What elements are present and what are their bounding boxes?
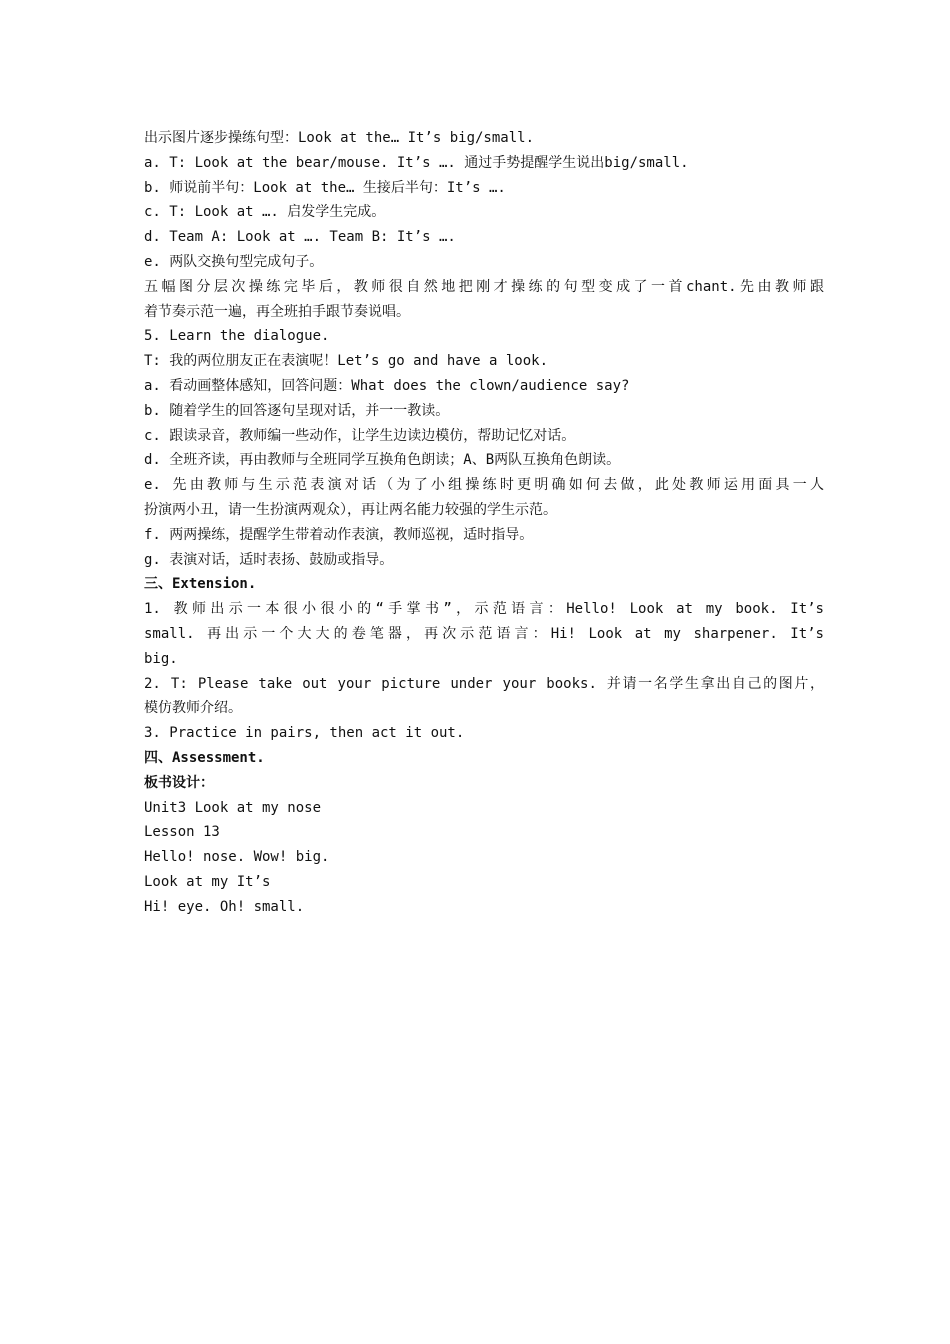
text-line: 出示图片逐步操练句型：Look at the… It’s big/small.	[144, 130, 535, 146]
list-item-d: d. Team A: Look at …. Team B: It’s ….	[144, 229, 456, 246]
list-item-c: c. 跟读录音，教师编一些动作，让学生边读边模仿，帮助记忆对话。	[144, 427, 576, 444]
board-line: Look at my It’s	[144, 873, 271, 890]
section-heading-assessment: 四、Assessment.	[144, 749, 265, 766]
list-item-c: c. T: Look at …. 启发学生完成。	[144, 204, 386, 221]
paragraph-line: small. 再出示一个大大的卷笔器，再次示范语言：Hi! Look at my sharpener. It’s	[144, 625, 824, 642]
board-line: Hi! eye. Oh! small.	[144, 898, 305, 915]
list-item-g: g. 表演对话，适时表扬、鼓励或指导。	[144, 551, 394, 568]
board-line: Unit3 Look at my nose	[144, 799, 322, 816]
section-heading-board-design: 板书设计：	[144, 774, 214, 791]
text-line: T: 我的两位朋友正在表演呢！Let’s go and have a look.	[144, 353, 549, 370]
list-item-b: b. 随着学生的回答逐句呈现对话，并一一教读。	[144, 402, 450, 419]
paragraph-line: 扮演两小丑，请一生扮演两观众），再让两名能力较强的学生示范。	[144, 501, 557, 518]
document-page	[144, 126, 824, 920]
list-item-e: e. 两队交换句型完成句子。	[144, 253, 324, 270]
paragraph-line: 模仿教师介绍。	[144, 700, 242, 717]
numbered-item-2: 2. T: Please take out your picture under your books. 并请一名学生拿出自己的图片，	[144, 675, 824, 692]
paragraph-line: 五幅图分层次操练完毕后，教师很自然地把刚才操练的句型变成了一首chant.先由教师跟	[144, 278, 824, 295]
section-step: 5. Learn the dialogue.	[144, 328, 330, 345]
list-item-a: a. T: Look at the bear/mouse. It’s …. 通过手势提醒学生说出big/small.	[144, 154, 689, 171]
paragraph-line: 着节奏示范一遍，再全班拍手跟节奏说唱。	[144, 303, 410, 320]
numbered-item-1: 1. 教师出示一本很小很小的“手掌书”，示范语言：Hello! Look at my book. It’s	[144, 601, 824, 618]
board-line: Hello! nose. Wow! big.	[144, 849, 330, 866]
list-item-e: e. 先由教师与生示范表演对话（为了小组操练时更明确如何去做，此处教师运用面具一人	[144, 477, 824, 494]
list-item-a: a. 看动画整体感知，回答问题：What does the clown/audience say?	[144, 377, 630, 394]
board-line: Lesson 13	[144, 824, 220, 841]
numbered-item-3: 3. Practice in pairs, then act it out.	[144, 725, 465, 742]
paragraph-line: big.	[144, 650, 178, 667]
list-item-d: d. 全班齐读，再由教师与全班同学互换角色朗读；A、B两队互换角色朗读。	[144, 452, 621, 469]
list-item-b: b. 师说前半句：Look at the… 生接后半句：It’s ….	[144, 179, 506, 196]
section-heading-extension: 三、Extension.	[144, 576, 257, 593]
list-item-f: f. 两两操练，提醒学生带着动作表演，教师巡视，适时指导。	[144, 526, 534, 543]
